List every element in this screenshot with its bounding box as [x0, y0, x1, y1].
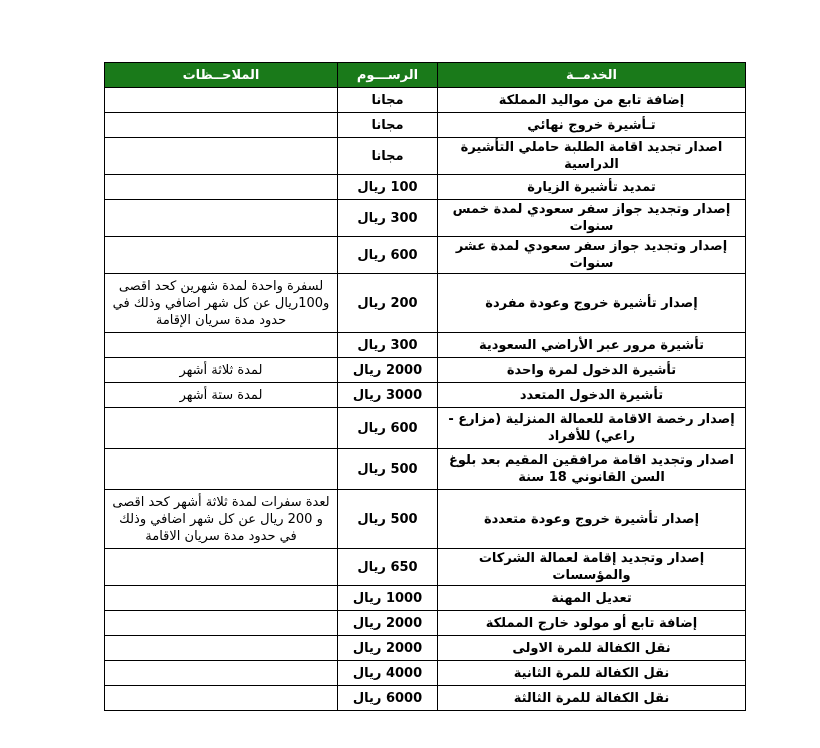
notes-cell — [105, 661, 338, 686]
table-row — [105, 586, 746, 611]
fee-cell: مجانا — [338, 138, 438, 175]
fee-cell: 3000 ريال — [338, 383, 438, 408]
table-row — [105, 549, 746, 586]
notes-cell: لسفرة واحدة لمدة شهرين كحد اقصى و100ريال عن كل شهر اضافي وذلك في حدود مدة سريان الإقامة — [105, 274, 338, 333]
fee-cell: 600 ريال — [338, 408, 438, 449]
table-row — [105, 237, 746, 274]
notes-cell — [105, 113, 338, 138]
fee-cell: 600 ريال — [338, 237, 438, 274]
table-row — [105, 661, 746, 686]
notes-cell — [105, 686, 338, 711]
notes-cell — [105, 449, 338, 490]
fee-cell: 300 ريال — [338, 200, 438, 237]
service-cell: نقل الكفالة للمرة الاولى — [438, 636, 746, 661]
fee-cell: 500 ريال — [338, 449, 438, 490]
notes-cell: لمدة ستة أشهر — [105, 383, 338, 408]
fee-cell: 300 ريال — [338, 333, 438, 358]
service-cell: إصدار تأشيرة خروج وعودة مفردة — [438, 274, 746, 333]
table-row — [105, 200, 746, 237]
notes-cell — [105, 88, 338, 113]
notes-cell — [105, 549, 338, 586]
service-cell: إصدار وتجديد إقامة لعمالة الشركات والمؤسسات — [438, 549, 746, 586]
service-cell: إصدار تأشيرة خروج وعودة متعددة — [438, 490, 746, 549]
fee-cell: 200 ريال — [338, 274, 438, 333]
fee-cell: 1000 ريال — [338, 586, 438, 611]
header-service: الخدمــة — [438, 63, 746, 88]
service-cell: تعديل المهنة — [438, 586, 746, 611]
fee-cell: 500 ريال — [338, 490, 438, 549]
notes-cell — [105, 175, 338, 200]
table-row — [105, 274, 746, 333]
fee-cell: 650 ريال — [338, 549, 438, 586]
table-row — [105, 138, 746, 175]
notes-cell: لمدة ثلاثة أشهر — [105, 358, 338, 383]
service-cell: تأشيرة مرور عبر الأراضي السعودية — [438, 333, 746, 358]
notes-cell: لعدة سفرات لمدة ثلاثة أشهر كحد اقصى و 200 ريال عن كل شهر اضافي وذلك في حدود مدة سريان الاقامة — [105, 490, 338, 549]
table-row — [105, 358, 746, 383]
notes-cell — [105, 611, 338, 636]
fee-cell: 4000 ريال — [338, 661, 438, 686]
header-fee: الرســـوم — [338, 63, 438, 88]
fee-cell: 2000 ريال — [338, 636, 438, 661]
header-notes: الملاحــظات — [105, 63, 338, 88]
notes-cell — [105, 586, 338, 611]
service-cell: إضافة تابع أو مولود خارج المملكة — [438, 611, 746, 636]
fee-cell: مجانا — [338, 88, 438, 113]
table-row — [105, 383, 746, 408]
service-cell: اصدار تجديد اقامة الطلبة حاملي التأشيرة الدراسية — [438, 138, 746, 175]
service-cell: اصدار وتجديد اقامة مرافقين المقيم بعد بلوغ السن القانوني 18 سنة — [438, 449, 746, 490]
service-cell: تأشيرة الدخول لمرة واحدة — [438, 358, 746, 383]
fee-cell: 100 ريال — [338, 175, 438, 200]
fee-cell: 6000 ريال — [338, 686, 438, 711]
table-row — [105, 88, 746, 113]
service-cell: نقل الكفالة للمرة الثالثة — [438, 686, 746, 711]
service-cell: تـأشيرة خروج نهائي — [438, 113, 746, 138]
notes-cell — [105, 333, 338, 358]
notes-cell — [105, 408, 338, 449]
service-cell: تمديد تأشيرة الزيارة — [438, 175, 746, 200]
notes-cell — [105, 636, 338, 661]
notes-cell — [105, 138, 338, 175]
service-cell: إصدار رخصة الاقامة للعمالة المنزلية (مزارع - راعي) للأفراد — [438, 408, 746, 449]
notes-cell — [105, 200, 338, 237]
table-row — [105, 333, 746, 358]
table-row — [105, 113, 746, 138]
table-row — [105, 611, 746, 636]
table-row — [105, 686, 746, 711]
table-row — [105, 408, 746, 449]
table-row — [105, 449, 746, 490]
table-row — [105, 490, 746, 549]
table-header-row — [105, 63, 746, 88]
fees-table — [104, 62, 746, 711]
table-row — [105, 175, 746, 200]
fee-cell: 2000 ريال — [338, 611, 438, 636]
service-cell: إصدار وتجديد جواز سفر سعودي لمدة خمس سنوات — [438, 200, 746, 237]
fee-cell: 2000 ريال — [338, 358, 438, 383]
service-cell: تأشيرة الدخول المتعدد — [438, 383, 746, 408]
fee-cell: مجانا — [338, 113, 438, 138]
service-cell: إضافة تابع من مواليد المملكة — [438, 88, 746, 113]
service-cell: نقل الكفالة للمرة الثانية — [438, 661, 746, 686]
notes-cell — [105, 237, 338, 274]
service-cell: إصدار وتجديد جواز سفر سعودي لمدة عشر سنوات — [438, 237, 746, 274]
table-row — [105, 636, 746, 661]
